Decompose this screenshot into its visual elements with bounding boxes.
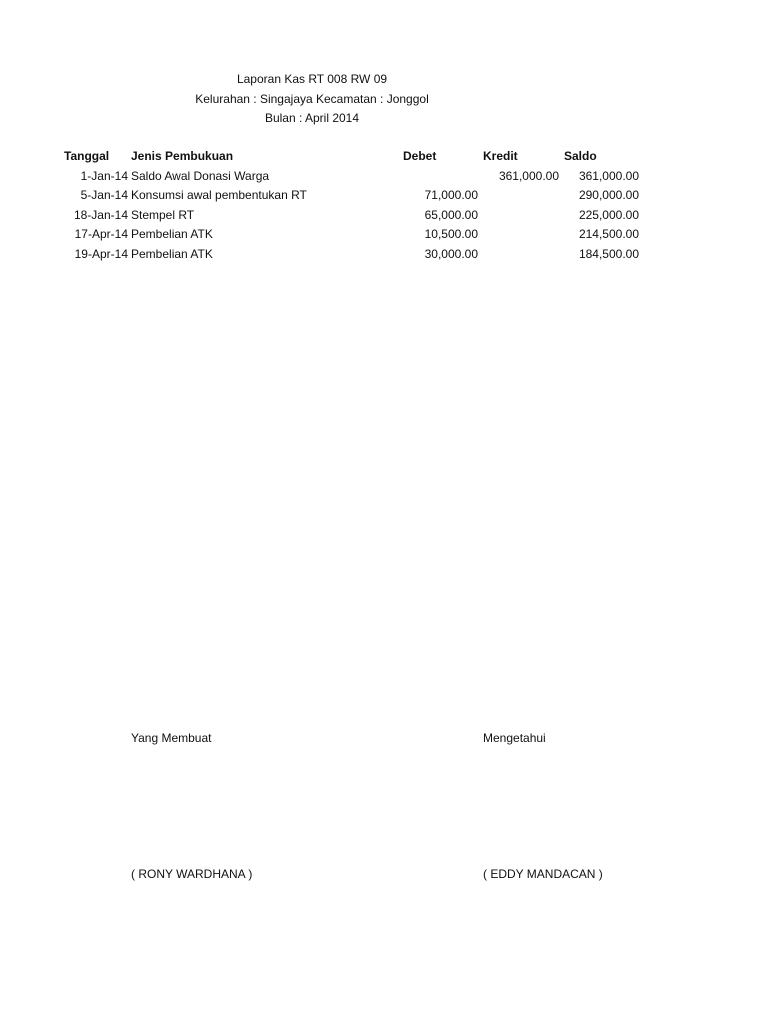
cell-description: Pembelian ATK xyxy=(131,227,213,241)
cell-date: 19-Apr-14 xyxy=(74,247,128,261)
cell-saldo: 361,000.00 xyxy=(578,169,639,183)
header-description: Jenis Pembukuan xyxy=(131,149,234,163)
cell-saldo: 225,000.00 xyxy=(578,208,639,222)
cell-date: 1-Jan-14 xyxy=(80,169,128,183)
cell-date: 5-Jan-14 xyxy=(80,188,128,202)
cell-description: Saldo Awal Donasi Warga xyxy=(131,169,270,183)
table-row xyxy=(0,244,768,264)
maker-name: ( RONY WARDHANA ) xyxy=(131,867,253,881)
cell-saldo: 214,500.00 xyxy=(578,227,639,241)
cell-date: 18-Jan-14 xyxy=(73,208,128,222)
report-title: Laporan Kas RT 008 RW 09 xyxy=(236,72,388,86)
table-row xyxy=(0,224,768,244)
header-date: Tanggal xyxy=(64,149,110,163)
cell-debet: 65,000.00 xyxy=(424,208,478,222)
approver-label: Mengetahui xyxy=(483,731,546,745)
approver-name: ( EDDY MANDACAN ) xyxy=(483,867,603,881)
header-debet: Debet xyxy=(403,149,437,163)
table-row xyxy=(0,205,768,225)
cell-description: Pembelian ATK xyxy=(131,247,213,261)
cell-saldo: 184,500.00 xyxy=(578,247,639,261)
cell-saldo: 290,000.00 xyxy=(578,188,639,202)
cell-debet: 10,500.00 xyxy=(424,227,478,241)
cell-date: 17-Apr-14 xyxy=(74,227,128,241)
table-row xyxy=(0,166,768,186)
header-kredit: Kredit xyxy=(483,149,518,163)
cell-debet: 30,000.00 xyxy=(424,247,478,261)
report-location: Kelurahan : Singajaya Kecamatan : Jonggol xyxy=(195,92,429,106)
maker-label: Yang Membuat xyxy=(131,731,212,745)
cell-debet: 71,000.00 xyxy=(424,188,478,202)
cell-kredit: 361,000.00 xyxy=(498,169,559,183)
report-period: Bulan : April 2014 xyxy=(264,111,360,125)
table-row xyxy=(0,185,768,205)
header-saldo: Saldo xyxy=(564,149,597,163)
cell-description: Konsumsi awal pembentukan RT xyxy=(131,188,307,202)
cell-description: Stempel RT xyxy=(131,208,195,222)
